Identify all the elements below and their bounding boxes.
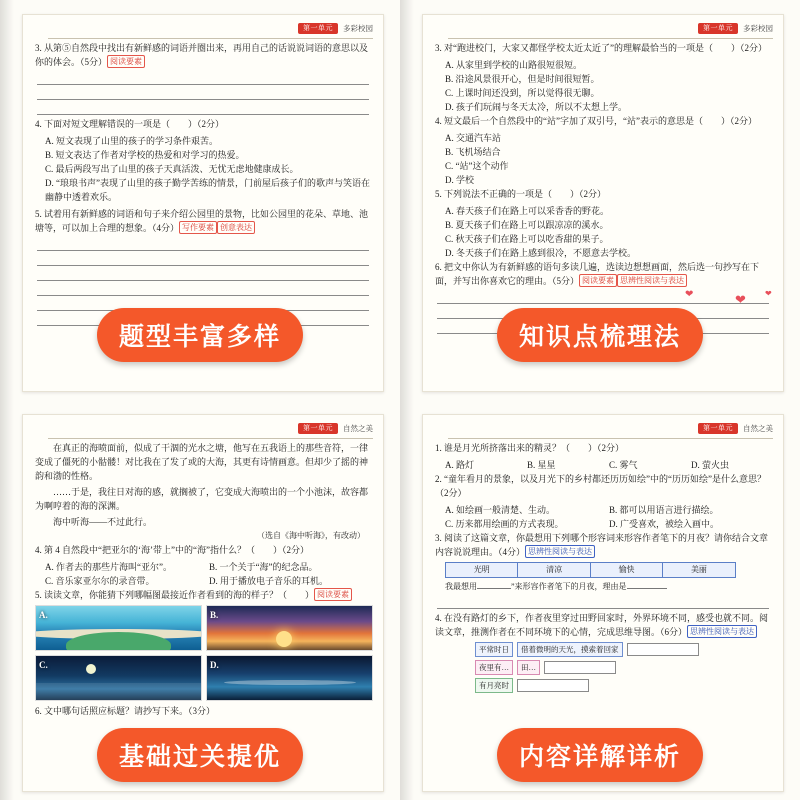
option-c[interactable]: C. 音乐家亚尔尔的录音带。 [45, 576, 155, 586]
question-3-badge: 思辨性阅读与表达 [525, 545, 595, 558]
question-4-text: 下面对短文理解错误的一项是（ ）（2分） [44, 119, 225, 129]
option-c[interactable]: C. 最后两段写出了山里的孩子天真活泼、无忧无虑地健康成长。 [45, 164, 299, 174]
answer-line[interactable] [37, 283, 369, 296]
question-1-text: 谁是月光所挤落出来的精灵？（ ）（2分） [444, 443, 625, 453]
question-5 [35, 207, 373, 235]
page-quadrant-3 [0, 400, 400, 800]
page-4 [400, 400, 800, 800]
question-3-answer-row [435, 580, 773, 594]
answer-blank[interactable] [477, 588, 511, 589]
mindmap-node-label-1: 平常时日 [475, 642, 513, 657]
question-1-options [435, 458, 773, 472]
option-b[interactable]: B. 星星 [527, 460, 556, 470]
passage-paragraph-1: 在真正的海喷面前，似成了干涸的光水之塘，他写在五我语上的那些音符，一律变成了僵死的小骷髅！对比我在了发了或的大海，其更有诗情画意。但却少了摇的神韵和渤的性格。 [35, 443, 369, 481]
question-5-number: 5. [35, 209, 42, 219]
question-4-number: 4. [35, 119, 42, 129]
question-3-text: 阅读了这篇文章，你最想用下列哪个形容词来形容作者笔下的月夜？请你结合文章内容说说理由。（4分） [435, 533, 769, 557]
image-option-b[interactable] [206, 605, 373, 651]
option-d[interactable]: D. 冬天孩子们在路上感到很冷，不愿意去学校。 [445, 248, 637, 258]
question-5 [435, 187, 773, 201]
option-a[interactable]: A. 交通汽车站 [445, 133, 501, 143]
page-3-header [298, 423, 373, 434]
question-5-text: 试着用有新鲜感的词语和句子来介绍公园里的景物，比如公园里的花朵、草地、池塘等，可以加上合理的想象。（4分） [35, 209, 369, 233]
passage-paragraph-3: 海中听海——不过此行。 [53, 517, 153, 527]
unit-subtitle: 自然之美 [743, 423, 773, 433]
question-3-text: 对“跑进校门，大家又都怪学校太近太近了”的理解最恰当的一项是（ ）（2分） [444, 43, 767, 53]
mindmap-node-detail-2: 田… [517, 660, 540, 675]
option-b[interactable]: B. 一个关于“海”的纪念品。 [209, 562, 318, 572]
unit-tag: 第一单元 [298, 23, 338, 34]
question-4-options [35, 134, 373, 204]
image-option-d-label: D. [210, 660, 219, 670]
question-5-text: 下列说法不正确的一项是（ ）（2分） [444, 189, 607, 199]
page-2-banner: 知识点梳理法 [497, 308, 703, 362]
question-4 [35, 543, 373, 557]
mindmap-node-detail-1: 借着微明的天光，摸索着回家 [517, 642, 623, 657]
header-rule [448, 438, 773, 439]
unit-subtitle: 自然之美 [343, 423, 373, 433]
option-c[interactable]: C. 雾气 [609, 460, 638, 470]
question-2-text: “童年看月的景象，以及月光下的乡村都还历历如绘”中的“历历如绘”是什么意思？（2分） [435, 474, 766, 498]
option-a[interactable]: A. 作者去的那些片海叫“亚尔”。 [45, 562, 172, 572]
answer-line[interactable] [437, 291, 769, 304]
answer-prefix: 我最想用 [445, 582, 477, 591]
image-option-c[interactable] [35, 655, 202, 701]
unit-tag: 第一单元 [698, 23, 738, 34]
option-d[interactable]: D. 学校 [445, 175, 474, 185]
mindmap-row-1 [475, 642, 773, 657]
option-d[interactable]: D. 萤火虫 [691, 460, 729, 470]
question-3-number: 3. [435, 533, 442, 543]
question-3 [435, 41, 773, 55]
page-1-banner: 题型丰富多样 [97, 308, 303, 362]
unit-tag: 第一单元 [298, 423, 338, 434]
page-2-header [698, 23, 773, 34]
heart-icon: ❤ [765, 289, 772, 298]
option-d[interactable]: D. 用于播放电子音乐的耳机。 [209, 576, 329, 586]
option-a[interactable]: A. 春天孩子们在路上可以采香香的野花。 [445, 206, 610, 216]
question-6 [435, 260, 773, 288]
option-b[interactable]: B. 夏天孩子们在路上可以跟凉凉的溪水。 [445, 220, 609, 230]
mindmap-row-2 [475, 660, 773, 675]
question-4-text: 第 4 自然段中“把亚尔的‘海’带上”中的“海”指什么？（ ）（2分） [44, 545, 309, 555]
question-5-number: 5. [35, 590, 42, 600]
answer-line[interactable] [37, 253, 369, 266]
answer-line[interactable] [37, 238, 369, 251]
question-5-number: 5. [435, 189, 442, 199]
page-4-banner: 内容详解详析 [497, 728, 703, 782]
option-a[interactable]: A. 从家里到学校的山路很短很短。 [445, 60, 583, 70]
mindmap-answer-blank[interactable] [544, 661, 616, 674]
option-c[interactable]: C. “站”这个动作 [445, 161, 509, 171]
word-option-3[interactable]: 愉快 [590, 563, 662, 578]
question-6-badge: 阅读要素 [579, 274, 617, 287]
page-quadrant-1 [0, 0, 400, 400]
option-c[interactable]: C. 上课时间还没到，所以觉得很无聊。 [445, 88, 600, 98]
question-3-word-table [445, 562, 736, 578]
header-rule [48, 438, 373, 439]
question-6-text: 把文中你认为有新鲜感的语句多读几遍，选读边想想画面，然后选一句抄写在下面，并写出你喜欢它的理由。（5分） [435, 262, 760, 286]
question-4-options [435, 131, 773, 187]
image-option-c-label: C. [39, 660, 48, 670]
table-row [446, 563, 736, 578]
question-5-badge-2: 创意表达 [217, 221, 255, 234]
question-4-text: 短文最后一个自然段中的“站”字加了双引号，“站”表示的意思是（ ）（2分） [444, 116, 757, 126]
heart-icon: ❤ [735, 292, 746, 307]
heart-icon: ❤ [685, 289, 694, 300]
question-4 [435, 114, 773, 128]
header-rule [48, 38, 373, 39]
question-5-image-options [35, 605, 373, 701]
header-rule [448, 38, 773, 39]
question-3-answer-lines[interactable] [435, 596, 773, 609]
question-4-text: 在没有路灯的乡下，作者夜里穿过田野回家时，外界环境不同，感受也就不同。阅读文章，推测作者在不同环境下的心情，完成思维导图。（6分） [435, 613, 769, 637]
question-3-badge: 阅读要素 [107, 55, 145, 68]
page-1 [0, 0, 400, 400]
option-b[interactable]: B. 短文表达了作者对学校的热爱和对学习的热爱。 [45, 150, 245, 160]
answer-line[interactable] [37, 102, 369, 115]
question-2-options [435, 503, 773, 531]
question-4-badge: 思辨性阅读与表达 [687, 625, 757, 638]
mindmap-answer-blank[interactable] [517, 679, 589, 692]
page-2 [400, 0, 800, 400]
question-3-number: 3. [435, 43, 442, 53]
mindmap-answer-blank[interactable] [627, 643, 699, 656]
answer-suffix: ”来形容作者笔下的月夜，理由是 [511, 582, 627, 591]
question-4-mindmap [435, 642, 773, 693]
question-6-text: 文中哪句话照应标题？请抄写下来。（3分） [44, 706, 216, 716]
option-a[interactable]: A. 如绘画一般清楚、生动。 [445, 505, 556, 515]
question-3 [435, 531, 773, 559]
question-3-options [435, 58, 773, 114]
question-6 [35, 704, 373, 718]
question-3-answer-lines[interactable] [35, 72, 373, 115]
option-b[interactable]: B. 沿途风景很开心，但是时间很短暂。 [445, 74, 600, 84]
option-a[interactable]: A. 路灯 [445, 460, 474, 470]
image-option-b-label: B. [210, 610, 219, 620]
question-6-badge-2: 思辨性阅读与表达 [617, 274, 687, 287]
unit-subtitle: 多彩校园 [743, 23, 773, 33]
word-option-2[interactable]: 清凉 [518, 563, 590, 578]
option-a[interactable]: A. 短文表现了山里的孩子的学习条件艰苦。 [45, 136, 219, 146]
option-b[interactable]: B. 飞机场结合 [445, 147, 501, 157]
question-1-number: 1. [435, 443, 442, 453]
option-d[interactable]: D. 孩子们玩闹与冬天太冷，所以不太想上学。 [445, 102, 628, 112]
question-4 [435, 611, 773, 639]
page-1-header [298, 23, 373, 34]
question-6-number: 6. [435, 262, 442, 272]
answer-line[interactable] [37, 72, 369, 85]
page-quadrant-4 [400, 400, 800, 800]
image-option-a[interactable] [35, 605, 202, 651]
question-5-badge: 写作要素 [179, 221, 217, 234]
unit-tag: 第一单元 [698, 423, 738, 434]
passage-source: （选自《海中听海》，有改动） [257, 531, 365, 540]
passage-paragraph-2: ……于是，我往日对海的感，就搁被了，它变成大海喷出的一个小池沫，故容都为啊哼着的海的深渊。 [35, 487, 369, 511]
option-d[interactable]: D. 广受喜欢，被绘入画中。 [609, 519, 720, 529]
page-quadrant-2 [400, 0, 800, 400]
page-4-header [698, 423, 773, 434]
page-3-banner: 基础过关提优 [97, 728, 303, 782]
reading-passage [35, 441, 373, 529]
question-5 [35, 588, 373, 602]
question-4-number: 4. [435, 116, 442, 126]
question-3 [35, 41, 373, 69]
unit-subtitle: 多彩校园 [343, 23, 373, 33]
option-b[interactable]: B. 都可以用语言进行描绘。 [609, 505, 719, 515]
answer-line[interactable] [37, 268, 369, 281]
mindmap-row-3 [475, 678, 773, 693]
word-option-1[interactable]: 光明 [446, 563, 518, 578]
answer-line[interactable] [37, 87, 369, 100]
answer-line[interactable] [437, 596, 769, 609]
mindmap-node-label-2: 夜里有… [475, 660, 513, 675]
mindmap-node-label-3: 有月亮时 [475, 678, 513, 693]
question-4 [35, 117, 373, 131]
answer-blank[interactable] [627, 588, 667, 589]
question-5-options [435, 204, 773, 260]
option-c[interactable]: C. 秋天孩子们在路上可以吃香甜的果子。 [445, 234, 609, 244]
image-option-a-label: A. [39, 610, 48, 620]
option-c[interactable]: C. 历来都用绘画的方式表现。 [445, 519, 564, 529]
question-2-number: 2. [435, 474, 442, 484]
question-2 [435, 472, 773, 500]
question-5-badge: 阅读要素 [314, 588, 352, 601]
page-3 [0, 400, 400, 800]
question-5-text: 读读文章，你能猜下列哪幅图最接近作者看到的海的样子？（ ） [44, 590, 315, 600]
option-d[interactable]: D. “琅琅书声”表现了山里的孩子勤学苦练的情景，门前屋后孩子们的歌声与笑语在幽静中透着欢乐。 [45, 178, 370, 202]
question-3-text: 从第⑤自然段中找出有新鲜感的词语并圈出来，再用自己的话说说词语的意思以及你的体会。（5分） [35, 43, 369, 67]
word-option-4[interactable]: 美丽 [663, 563, 735, 578]
question-4-number: 4. [435, 613, 442, 623]
question-4-options [35, 560, 373, 588]
question-1 [435, 441, 773, 455]
question-3-number: 3. [35, 43, 42, 53]
question-6-number: 6. [35, 706, 42, 716]
question-4-number: 4. [35, 545, 42, 555]
image-option-d[interactable] [206, 655, 373, 701]
